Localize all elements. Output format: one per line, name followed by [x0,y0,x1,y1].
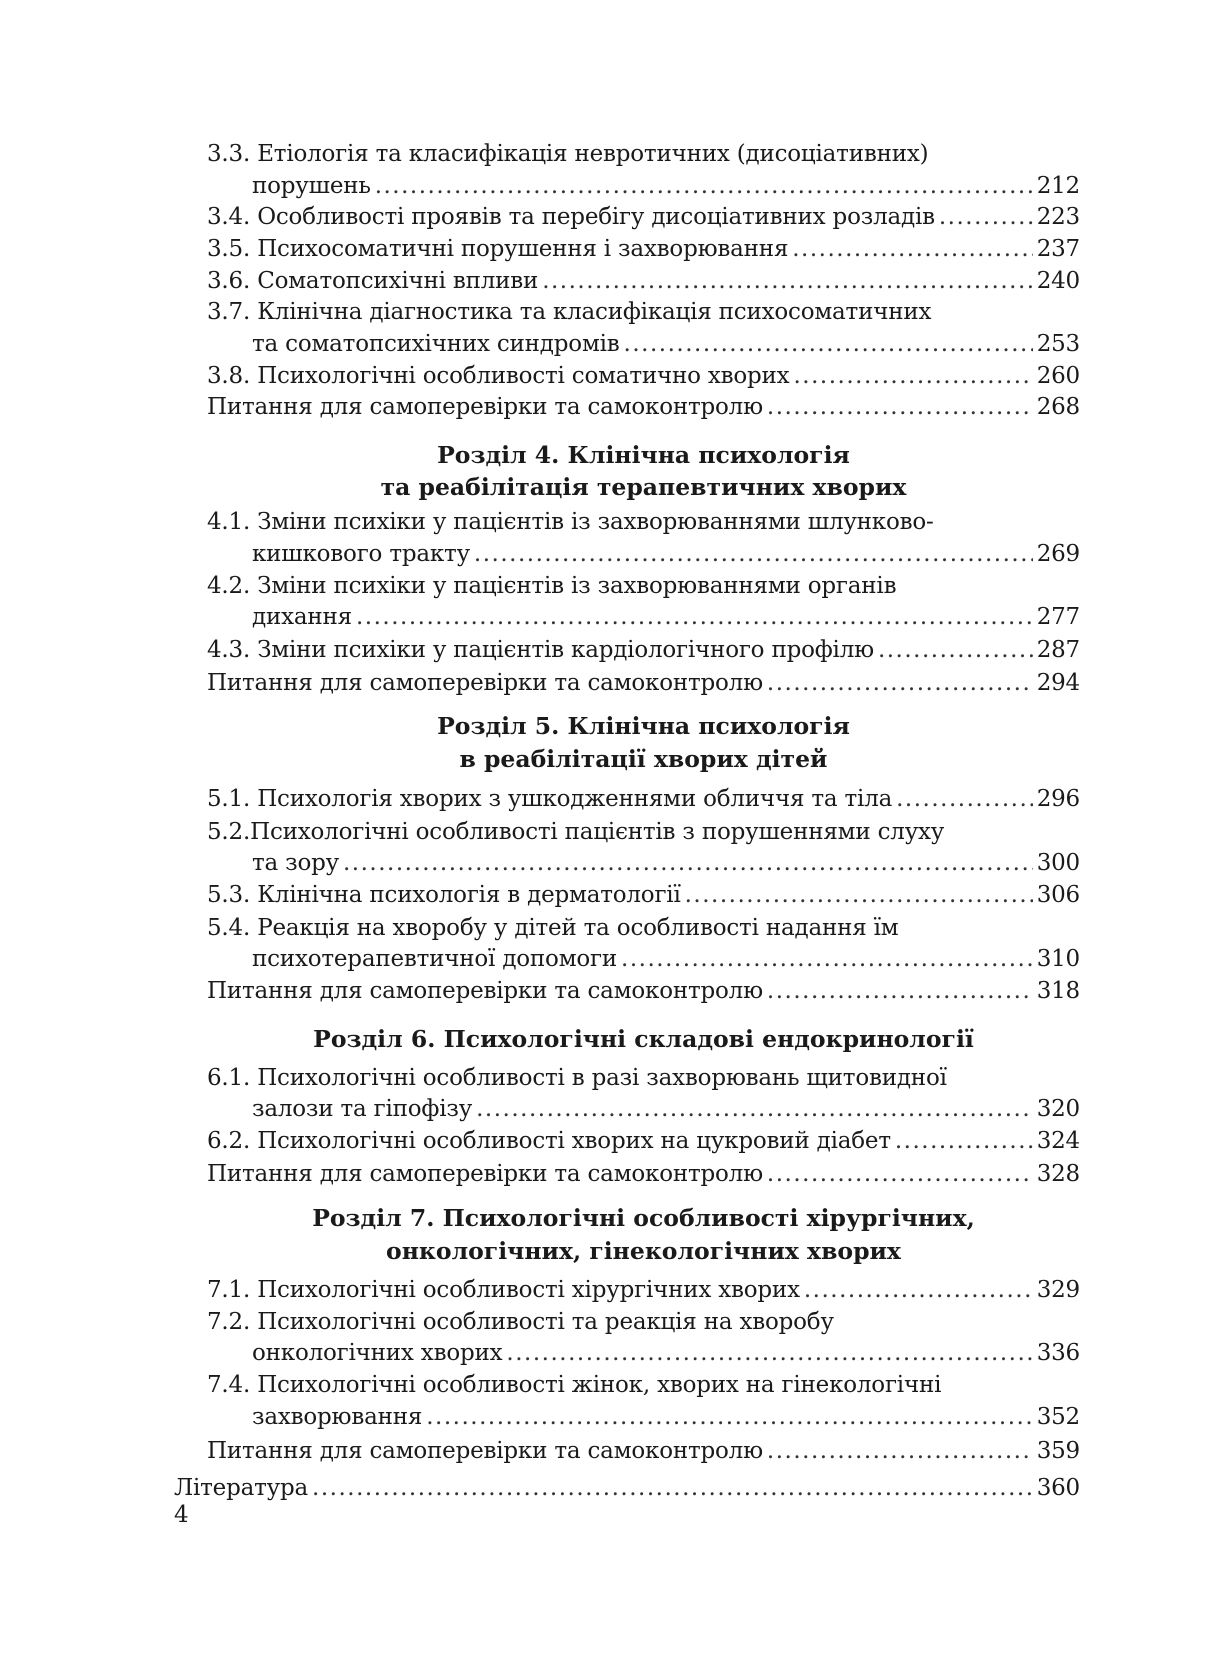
dot-leader [767,1159,1033,1189]
toc-entry-title: 3.8. Психологічні особливості соматично хворих [207,363,790,389]
toc-entry-title: 6.1. Психологічні особливості в разі захворювань щитовидної [207,1065,947,1091]
toc-entry[interactable] [207,361,1080,391]
toc-entry-title: Література [174,1475,309,1501]
section-heading: Розділ 7. Психологічні особливості хірургічних, [312,1204,975,1232]
toc-page-number: 320 [1036,1096,1080,1122]
toc-entry-title: дихання [252,604,352,630]
toc-page-number: 277 [1036,604,1080,630]
page-number: 4 [174,1502,189,1528]
toc-page-number: 260 [1036,363,1080,389]
toc-entry-title: 5.2.Психологічні особливості пацієнтів з порушеннями слуху [207,819,945,845]
toc-entry[interactable] [207,507,934,537]
dot-leader [767,668,1033,698]
toc-entry[interactable] [207,1436,1080,1466]
toc-page-number: 352 [1036,1404,1080,1430]
toc-entry[interactable] [207,817,944,847]
dot-leader [312,1473,1033,1503]
dot-leader [375,171,1033,201]
toc-entry-title: 3.6. Соматопсихічні впливи [207,268,539,294]
dot-leader [793,361,1032,391]
dot-leader [621,944,1033,974]
toc-page-number: 300 [1036,850,1080,876]
section-heading: в реабілітації хворих дітей [459,745,828,773]
toc-entry[interactable] [252,329,1080,359]
toc-entry[interactable] [252,944,1080,974]
toc-page-number: 294 [1036,670,1080,696]
toc-page-number: 329 [1036,1277,1080,1303]
toc-page-number: 268 [1036,394,1080,420]
dot-leader [767,1436,1033,1466]
toc-page-number: 360 [1036,1475,1080,1501]
toc-page-number: 237 [1036,236,1080,262]
toc-entry[interactable] [207,913,898,943]
toc-entry-title: 7.2. Психологічні особливості та реакція на хворобу [207,1309,834,1335]
toc-entry[interactable] [207,139,928,169]
toc-entry-title: 5.3. Клінічна психологія в дерматології [207,882,681,908]
toc-entry[interactable] [207,1370,941,1400]
toc-page-number: 318 [1036,978,1080,1004]
toc-entry-title: залози та гіпофізу [252,1096,473,1122]
toc-entry[interactable] [207,234,1080,264]
toc-entry-title: 3.7. Клінічна діагностика та класифікація психосоматичних [207,299,932,325]
toc-page-number: 306 [1036,882,1080,908]
toc-entry-title: Питання для самоперевірки та самоконтролю [207,1161,763,1187]
toc-entry-title: Питання для самоперевірки та самоконтролю [207,978,763,1004]
section-heading: Розділ 5. Клінічна психологія [437,712,850,740]
toc-entry[interactable] [252,1338,1080,1368]
toc-entry-title: захворювання [252,1404,423,1430]
toc-entry-title: Питання для самоперевірки та самоконтролю [207,1438,763,1464]
dot-leader [474,539,1033,569]
toc-page-number: 212 [1036,173,1080,199]
toc-entry-title: 4.3. Зміни психіки у пацієнтів кардіологічного профілю [207,637,874,663]
toc-entry-title: психотерапевтичної допомоги [252,946,618,972]
toc-entry-title: Питання для самоперевірки та самоконтролю [207,670,763,696]
toc-entry-title: 4.1. Зміни психіки у пацієнтів із захворюваннями шлунково- [207,509,934,535]
toc-entry-title: 3.4. Особливості проявів та перебігу дисоціативних розладів [207,204,935,230]
section-heading: та реабілітація терапевтичних хворих [380,473,907,501]
dot-leader [804,1275,1033,1305]
toc-entry[interactable] [207,571,896,601]
section-heading: Розділ 4. Клінічна психологія [437,441,850,469]
dot-leader [476,1094,1033,1124]
toc-page-number: 359 [1036,1438,1080,1464]
toc-entry-title: онкологічних хворих [252,1340,503,1366]
toc-page-number: 287 [1036,637,1080,663]
toc-entry[interactable] [207,392,1080,422]
toc-page-number: 296 [1036,786,1080,812]
toc-entry[interactable] [252,1402,1080,1432]
toc-entry-title: Питання для самоперевірки та самоконтролю [207,394,763,420]
dot-leader [878,635,1033,665]
toc-page-number: 253 [1036,331,1080,357]
toc-entry[interactable] [207,1307,834,1337]
toc-entry-title: 7.4. Психологічні особливості жінок, хворих на гінекологічні [207,1372,942,1398]
toc-entry[interactable] [207,880,1080,910]
toc-page-number: 240 [1036,268,1080,294]
dot-leader [896,784,1033,814]
toc-entry-title: кишкового тракту [252,541,470,567]
dot-leader [624,329,1033,359]
toc-entry-title: 5.1. Психологія хворих з ушкодженнями обличчя та тіла [207,786,893,812]
toc-entry[interactable] [207,784,1080,814]
toc-entry-title: 6.2. Психологічні особливості хворих на цукровий діабет [207,1128,891,1154]
dot-leader [767,976,1033,1006]
toc-entry-title: 3.3. Етіологія та класифікація невротичних (дисоціативних) [207,141,929,167]
section-heading: Розділ 6. Психологічні складові ендокринології [313,1025,974,1053]
toc-entry-title: та зору [252,850,339,876]
dot-leader [343,848,1033,878]
dot-leader [767,392,1033,422]
toc-entry[interactable] [252,602,1080,632]
toc-entry[interactable] [207,1159,1080,1189]
dot-leader [426,1402,1032,1432]
dot-leader [506,1338,1032,1368]
dot-leader [895,1126,1033,1156]
toc-entry[interactable] [252,848,1080,878]
toc-page-number: 269 [1036,541,1080,567]
toc-page-number: 223 [1036,204,1080,230]
toc-entry[interactable] [207,976,1080,1006]
toc-page-number: 324 [1036,1128,1080,1154]
toc-entry[interactable] [174,1473,1080,1503]
dot-leader [542,266,1033,296]
toc-entry[interactable] [207,297,931,327]
toc-entry[interactable] [207,202,1080,232]
toc-entry-title: 5.4. Реакція на хворобу у дітей та особливості надання їм [207,915,899,941]
toc-entry-title: 3.5. Психосоматичні порушення і захворювання [207,236,789,262]
toc-entry[interactable] [207,668,1080,698]
section-heading: онкологічних, гінекологічних хворих [386,1237,901,1265]
toc-entry[interactable] [207,1063,947,1093]
toc-page-number: 328 [1036,1161,1080,1187]
toc-entry[interactable] [207,1275,1080,1305]
toc-entry-title: 4.2. Зміни психіки у пацієнтів із захворюваннями органів [207,573,897,599]
toc-entry-title: 7.1. Психологічні особливості хірургічних хворих [207,1277,800,1303]
toc-page-number: 336 [1036,1340,1080,1366]
toc-entry[interactable] [207,266,1080,296]
toc-entry[interactable] [252,171,1080,201]
dot-leader [685,880,1033,910]
toc-entry[interactable] [207,635,1080,665]
dot-leader [356,602,1033,632]
toc-page-number: 310 [1036,946,1080,972]
toc-entry-title: та соматопсихічних синдромів [252,331,620,357]
toc-entry-title: порушень [252,173,371,199]
toc-entry[interactable] [252,1094,1080,1124]
toc-entry[interactable] [207,1126,1080,1156]
dot-leader [939,202,1033,232]
toc-entry[interactable] [252,539,1080,569]
dot-leader [792,234,1032,264]
